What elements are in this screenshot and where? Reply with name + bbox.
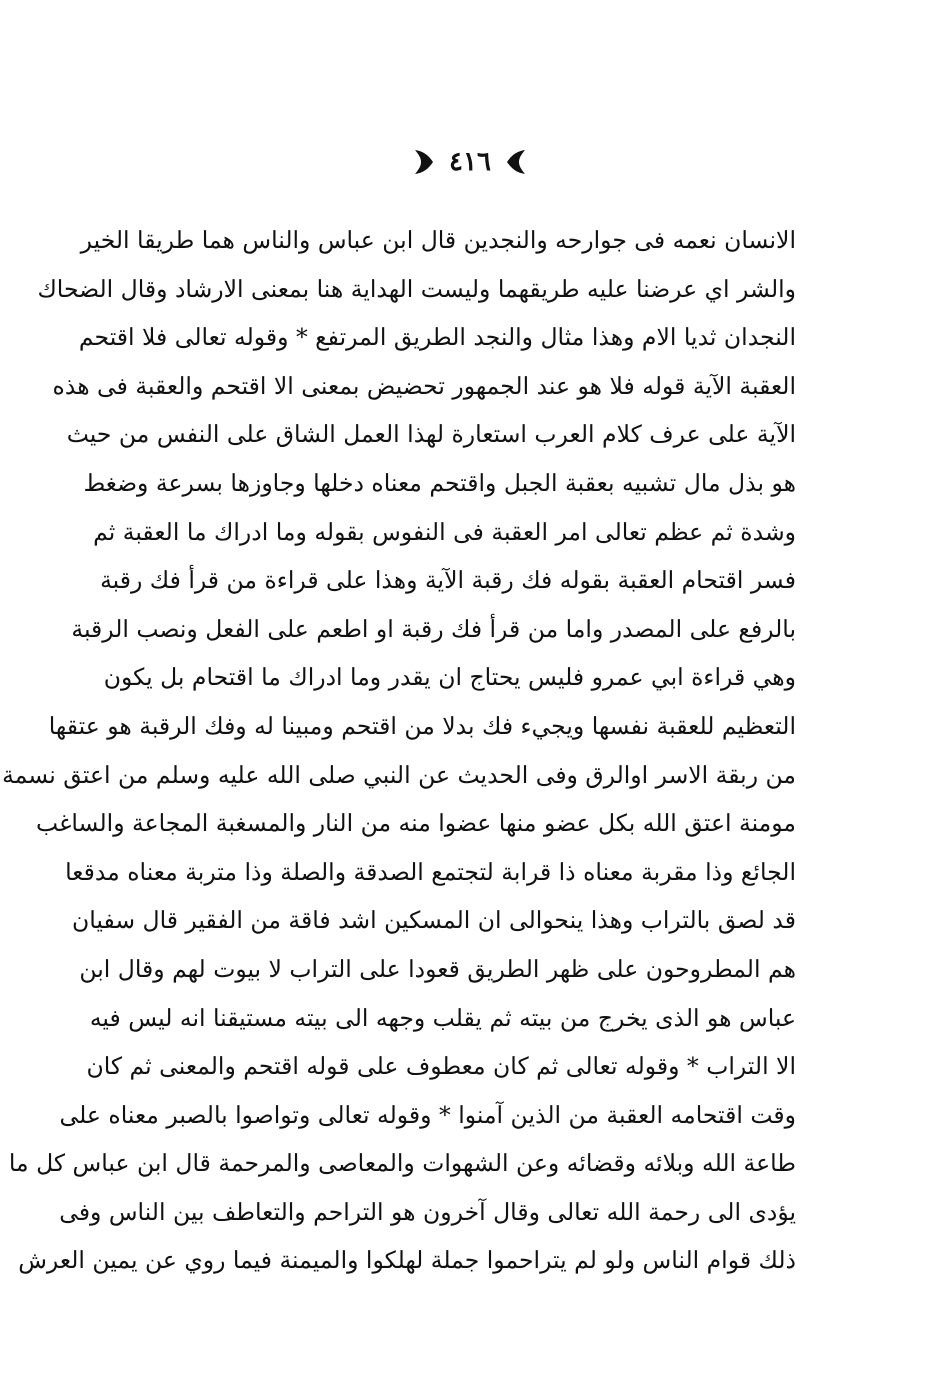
text-line: مومنة اعتق الله بكل عضو منها عضوا منه من النار والمسغبة المجاعة والساغب: [36, 809, 796, 838]
text-line: عباس هو الذى يخرج من بيته ثم يقلب وجهه الى بيته مستيقنا انه ليس فيه: [89, 1003, 796, 1032]
text-line: ذلك قوام الناس ولو لم يتراحموا جملة لهلكوا والميمنة فيما روي عن يمين العرش: [18, 1246, 796, 1275]
text-line: طاعة الله وبلائه وقضائه وعن الشهوات والمعاصى والمرحمة قال ابن عباس كل ما: [8, 1149, 796, 1178]
text-line: يؤدى الى رحمة الله تعالى وقال آخرون هو التراحم والتعاطف بين الناس وفى: [59, 1197, 796, 1226]
text-line: الآية على عرف كلام العرب استعارة لهذا العمل الشاق على النفس من حيث: [66, 420, 796, 449]
text-line: النجدان ثديا الام وهذا مثال والنجد الطريق المرتفع * وقوله تعالى فلا اقتحم: [78, 323, 796, 352]
page-number: ٤١٦: [449, 147, 491, 177]
text-line: وهي قراءة ابي عمرو فليس يحتاج ان يقدر وما ادراك ما اقتحام بل يكون: [103, 663, 796, 692]
text-line: العقبة الآية قوله فلا هو عند الجمهور تحضيض بمعنى الا اقتحم والعقبة فى هذه: [52, 371, 796, 400]
text-line: الجائع وذا مقربة معناه ذا قرابة لتجتمع الصدقة والصلة وذا متربة معناه مدقعا: [65, 857, 796, 886]
page-header: [0, 142, 940, 182]
text-line: والشر اي عرضنا عليه طريقهما وليست الهداية هنا بمعنى الارشاد وقال الضحاك: [37, 274, 796, 303]
text-line: قد لصق بالتراب وهذا ينحوالى ان المسكين اشد فاقة من الفقير قال سفيان: [71, 906, 796, 935]
text-line: فسر اقتحام العقبة بقوله فك رقبة الآية وهذا على قراءة من قرأ فك رقبة: [100, 566, 796, 595]
text-line: التعظيم للعقبة نفسها ويجيء فك بدلا من اقتحم ومبينا له وفك الرقبة هو عتقها: [48, 711, 796, 740]
text-line: هو بذل مال تشبيه بعقبة الجبل واقتحم معناه دخلها وجاوزها بسرعة وضغط: [83, 468, 796, 497]
text-line: بالرفع على المصدر واما من قرأ فك رقبة او اطعم على الفعل ونصب الرقبة: [71, 614, 796, 643]
body-text: [2, 216, 796, 1285]
text-line: الانسان نعمه فى جوارحه والنجدين قال ابن عباس والناس هما طريقا الخير: [80, 226, 796, 254]
text-line: الا التراب * وقوله تعالى ثم كان معطوف على قوله اقتحم والمعنى ثم كان: [86, 1052, 796, 1081]
right-ornament-icon: [505, 149, 527, 175]
text-line: وشدة ثم عظم تعالى امر العقبة فى النفوس بقوله وما ادراك ما العقبة ثم: [93, 517, 796, 546]
text-line: وقت اقتحامه العقبة من الذين آمنوا * وقوله تعالى وتواصوا بالصبر معناه على: [59, 1100, 796, 1129]
text-line: هم المطروحون على ظهر الطريق قعودا على التراب لا بيوت لهم وقال ابن: [79, 954, 796, 983]
left-ornament-icon: [413, 149, 435, 175]
text-line: من ربقة الاسر اوالرق وفى الحديث عن النبي صلى الله عليه وسلم من اعتق نسمة: [2, 760, 796, 789]
